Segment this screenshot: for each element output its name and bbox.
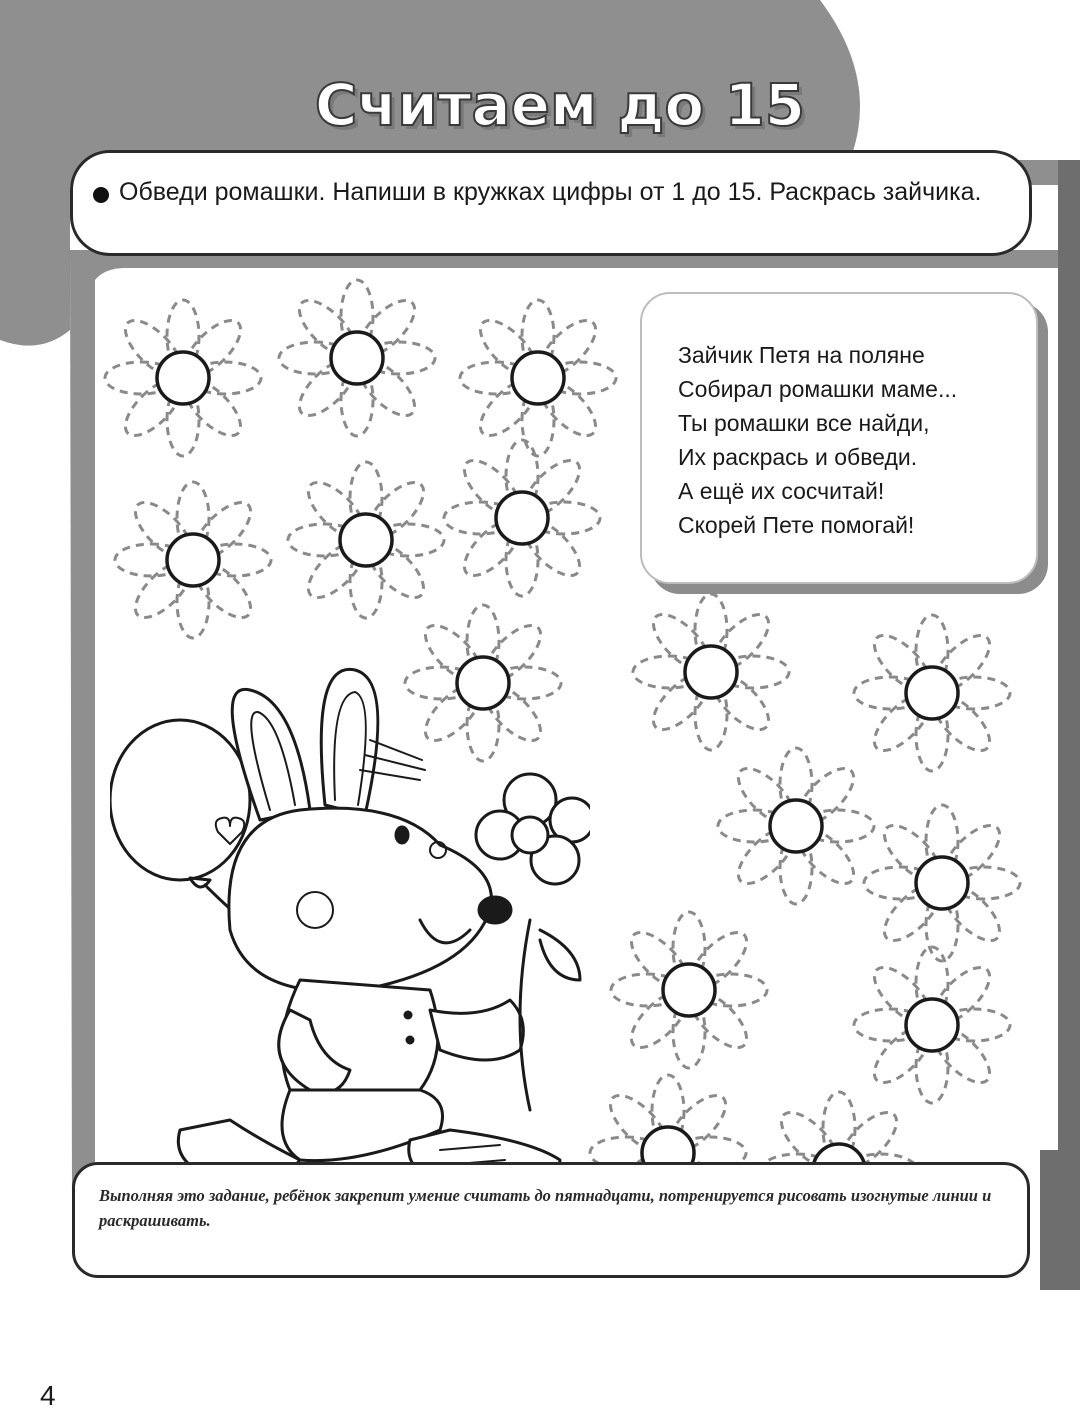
right-ear xyxy=(321,669,378,815)
poem-line: Их раскрась и обведи. xyxy=(678,444,918,470)
daisy-icon xyxy=(105,300,261,456)
number-circle[interactable] xyxy=(770,800,822,852)
balloon-icon xyxy=(110,720,250,880)
poem-line: Ты ромашки все найди, xyxy=(678,410,930,436)
daisy-icon xyxy=(460,300,616,456)
number-circle[interactable] xyxy=(663,964,715,1016)
daisy-icon xyxy=(288,462,444,618)
page-number: 4 xyxy=(40,1380,56,1411)
number-circle[interactable] xyxy=(496,492,548,544)
number-circle[interactable] xyxy=(340,514,392,566)
daisy-icon xyxy=(718,748,874,904)
number-circle[interactable] xyxy=(512,352,564,404)
daisy-icon xyxy=(115,482,271,638)
number-circle[interactable] xyxy=(906,667,958,719)
daisy-icon xyxy=(854,615,1010,771)
poem-line: Собирал ромашки маме... xyxy=(678,376,958,402)
number-circle[interactable] xyxy=(906,999,958,1051)
daisy-icon xyxy=(854,947,1010,1103)
daisy-icon xyxy=(444,440,600,596)
footer-note-box xyxy=(72,1162,1030,1278)
footer-note: Выполняя это задание, ребёнок закрепит умение считать до пятнадцати, потренируется рисовать изогнутые линии и раскрашивать. xyxy=(99,1186,992,1230)
daisy-icon xyxy=(864,805,1020,961)
poem-line: Зайчик Петя на поляне xyxy=(678,342,925,368)
daisy-icon xyxy=(279,280,435,436)
poem-line: А ещё их сосчитай! xyxy=(678,478,885,504)
number-circle[interactable] xyxy=(916,857,968,909)
bunny-nose xyxy=(479,897,511,923)
page-title: Считаем до 15 xyxy=(314,71,806,139)
daisy-icon xyxy=(611,912,767,1068)
instruction-text: Обведи ромашки. Напиши в кружках цифры от 1 до 15. Раскрась зайчика. xyxy=(119,178,982,206)
number-circle[interactable] xyxy=(157,352,209,404)
number-circle[interactable] xyxy=(685,646,737,698)
bunny-eye xyxy=(396,827,408,843)
daisy-icon xyxy=(633,594,789,750)
number-circle[interactable] xyxy=(331,332,383,384)
poem-line: Скорей Пете помогай! xyxy=(678,512,915,538)
bunny-illustration xyxy=(110,620,590,1190)
number-circle[interactable] xyxy=(167,534,219,586)
bunny-head xyxy=(229,808,492,991)
